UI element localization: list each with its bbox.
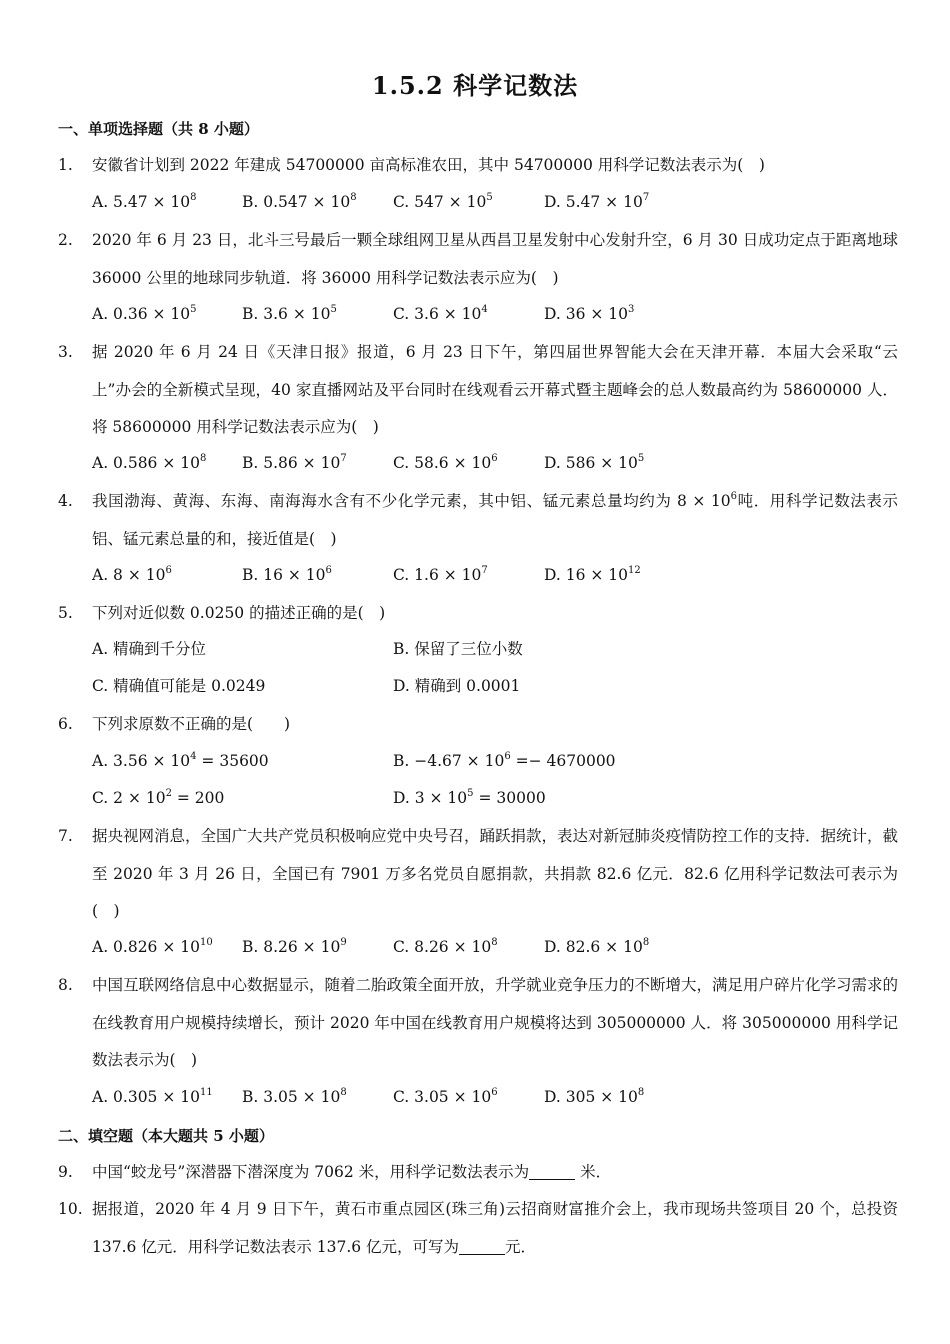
options-6-row1: [92, 746, 892, 776]
question-number: 3.: [58, 343, 73, 361]
question-7: [58, 818, 898, 931]
answer-blank[interactable]: [529, 1163, 575, 1180]
question-number: 2.: [58, 231, 73, 249]
question-5: [58, 595, 898, 633]
option-a: A. $3.56 \times 10^4 = 35600$: [92, 751, 269, 770]
answer-blank[interactable]: [459, 1238, 505, 1255]
question-text: 安徽省计划到 2022 年建成 54700000 亩高标准农田，其中 54700000 用科学记数法表示为( ): [92, 156, 765, 174]
question-9: [58, 1154, 898, 1192]
option-d: D. $305 \times 10^8$: [544, 1087, 645, 1106]
option-b: B. 保留了三位小数: [393, 640, 523, 658]
question-number: 10.: [58, 1200, 83, 1218]
options-5-row2: [92, 671, 892, 701]
option-c: C. $3.05 \times 10^6$: [393, 1087, 498, 1106]
option-a: A. $0.586 \times 10^8$: [92, 453, 207, 472]
option-b: B. $5.86 \times 10^7$: [242, 453, 347, 472]
option-b: B. $8.26 \times 10^9$: [242, 937, 347, 956]
page-title: 1.5.2 科学记数法: [371, 71, 579, 100]
option-c: C. $3.6 \times 10^4$: [393, 304, 488, 323]
option-a: A. $5.47 \times 10^8$: [92, 192, 197, 211]
question-text: 据央视网消息，全国广大共产党员积极响应党中央号召，踊跃捐款，表达对新冠肺炎疫情防控工作的支持．据统计，截至 2020 年 3 月 26 日，全国已有 7901 万多名党员自愿捐款，共捐款 82.6 亿元．82.6 亿用科学记数法可表示为( ): [92, 827, 899, 920]
option-c: C. $547 \times 10^5$: [393, 192, 493, 211]
option-b: B. $-4.67 \times 10^6 =- 4670000$: [393, 751, 616, 770]
question-1: [58, 147, 898, 185]
options-6-row2: [92, 783, 892, 813]
question-10: [58, 1191, 898, 1266]
option-b: B. $3.6 \times 10^5$: [242, 304, 337, 323]
options-3: [92, 448, 892, 478]
question-number: 6.: [58, 715, 73, 733]
question-6: [58, 706, 898, 744]
question-number: 7.: [58, 827, 73, 845]
question-number: 8.: [58, 976, 73, 994]
option-a: A. $0.305 \times 10^{11}$: [92, 1087, 213, 1106]
option-a: A. 精确到千分位: [92, 640, 207, 658]
question-text: 下列对近似数 0.0250 的描述正确的是( ): [92, 604, 386, 622]
question-text: 下列求原数不正确的是( ): [92, 715, 291, 733]
question-text: 据 2020 年 6 月 24 日《天津日报》报道，6 月 23 日下午，第四届世界智能大会在天津开幕．本届大会采取“云上”办会的全新模式呈现，40 家直播网站及平台同时在线观看云开幕式暨主题峰会的总人数最高约为 58600000 人．将 58600000 用科学记数法表示应为( ): [92, 343, 898, 436]
option-b: B. $16 \times 10^6$: [242, 565, 332, 584]
question-number: 5.: [58, 604, 73, 622]
options-1: [92, 187, 892, 217]
option-d: D. $16 \times 10^{12}$: [544, 565, 641, 584]
option-d: D. $82.6 \times 10^8$: [544, 937, 650, 956]
question-text: 我国渤海、黄海、东海、南海海水含有不少化学元素，其中铝、锰元素总量均约为 $8 \times 10^6$吨．用科学记数法表示铝、锰元素总量的和，接近值是( ): [92, 491, 898, 548]
option-c: C. $2 \times 10^2 = 200$: [92, 788, 225, 807]
option-c: C. $8.26 \times 10^8$: [393, 937, 498, 956]
option-a: A. $0.36 \times 10^5$: [92, 304, 197, 323]
section-heading-fill: 二、填空题（本大题共 5 小题）: [58, 1127, 274, 1145]
question-number: 1.: [58, 156, 73, 174]
question-2: [58, 222, 898, 297]
options-2: [92, 299, 892, 329]
option-b: B. $3.05 \times 10^8$: [242, 1087, 347, 1106]
question-text: 据报道，2020 年 4 月 9 日下午，黄石市重点园区(珠三角)云招商财富推介会上，我市现场共签项目 20 个，总投资 137.6 亿元．用科学记数法表示 137.6 亿元，可写为 元．: [92, 1200, 898, 1256]
question-4: [58, 483, 898, 558]
option-d: D. $36 \times 10^3$: [544, 304, 635, 323]
option-d: D. $5.47 \times 10^7$: [544, 192, 650, 211]
option-d: D. $586 \times 10^5$: [544, 453, 645, 472]
question-text: 中国“蛟龙号”深潜器下潜深度为 7062 米，用科学记数法表示为 米．: [92, 1163, 612, 1181]
option-d: D. $3 \times 10^5 = 30000$: [393, 788, 546, 807]
question-text: 中国互联网络信息中心数据显示，随着二胎政策全面开放，升学就业竞争压力的不断增大，满足用户碎片化学习需求的在线教育用户规模持续增长，预计 2020 年中国在线教育用户规模将达到 305000000 人．将 305000000 用科学记数法表示为( ): [92, 976, 899, 1069]
section-heading-choice: 一、单项选择题（共 8 小题）: [58, 120, 259, 138]
option-c: C. 精确值可能是 0.0249: [92, 677, 266, 695]
question-8: [58, 967, 898, 1080]
option-c: C. $58.6 \times 10^6$: [393, 453, 498, 472]
question-text: 2020 年 6 月 23 日，北斗三号最后一颗全球组网卫星从西昌卫星发射中心发射升空，6 月 30 日成功定点于距离地球 36000 公里的地球同步轨道．将 36000 用科学记数法表示应为( ): [92, 231, 898, 287]
option-d: D. 精确到 0.0001: [393, 677, 521, 695]
option-a: A. $0.826 \times 10^{10}$: [92, 937, 213, 956]
question-number: 9.: [58, 1163, 73, 1181]
options-8: [92, 1082, 892, 1112]
options-5-row1: [92, 634, 892, 664]
options-4: [92, 560, 892, 590]
option-c: C. $1.6 \times 10^7$: [393, 565, 488, 584]
question-3: [58, 334, 898, 447]
option-a: A. $8 \times 10^6$: [92, 565, 172, 584]
question-number: 4.: [58, 492, 73, 510]
option-b: B. $0.547 \times 10^8$: [242, 192, 357, 211]
options-7: [92, 932, 892, 962]
